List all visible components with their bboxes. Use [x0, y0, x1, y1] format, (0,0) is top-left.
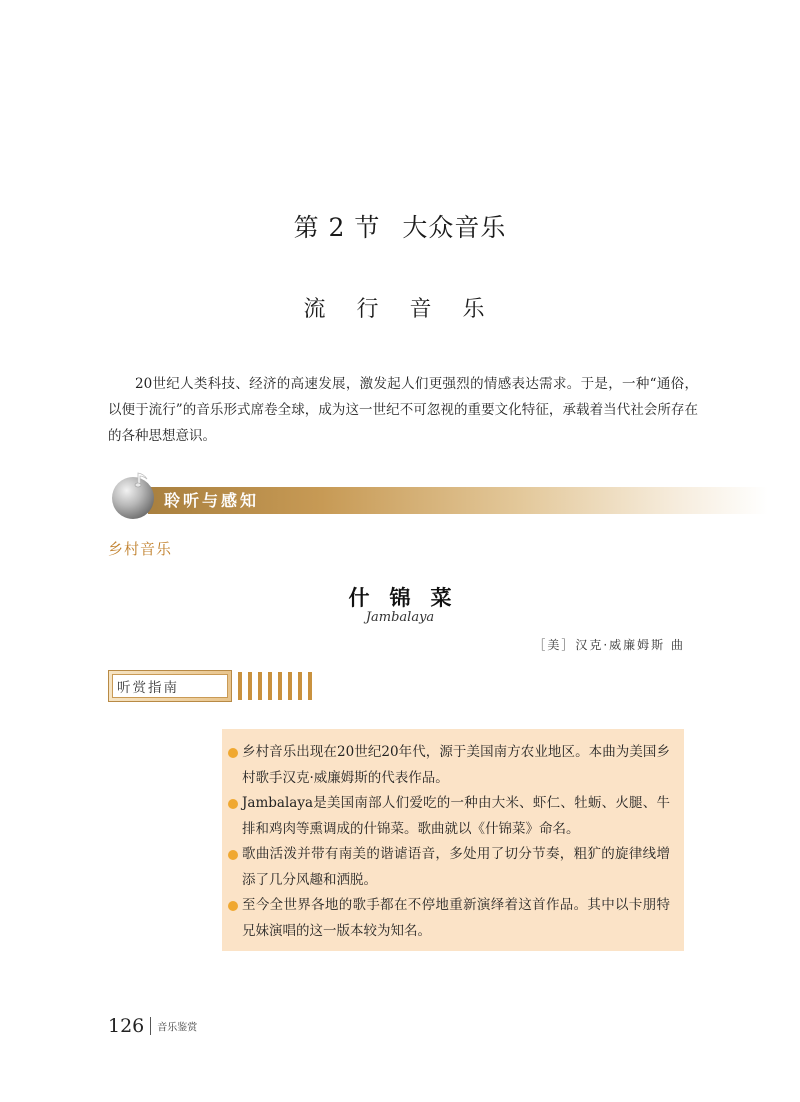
- bullet-icon: [228, 850, 238, 860]
- section-number: 第 2 节: [293, 213, 381, 242]
- stripe: [308, 672, 312, 700]
- topic-title: 流 行 音 乐: [303, 297, 497, 322]
- stripe: [238, 672, 242, 700]
- stripe: [258, 672, 262, 700]
- song-title: 什锦菜: [348, 585, 472, 610]
- guide-stripes: [238, 672, 318, 700]
- bullet-icon: [228, 799, 238, 809]
- listen-banner: [108, 470, 768, 520]
- book-title: 音乐鉴赏: [157, 1022, 198, 1034]
- composer-credit: ［美］汉克·威廉姆斯 曲: [533, 638, 685, 652]
- note-item: [228, 791, 670, 842]
- note-item: [228, 893, 670, 944]
- guide-box: [108, 670, 232, 702]
- note-text: 歌曲活泼并带有南美的谐谑语音，多处用了切分节奏，粗犷的旋律线增添了几分风趣和洒脱。: [242, 846, 670, 888]
- stripe: [278, 672, 282, 700]
- section-title: [0, 208, 800, 244]
- note-item: [228, 740, 670, 791]
- section-name: 大众音乐: [402, 213, 507, 242]
- guide-text: 听赏指南: [117, 680, 179, 696]
- info-box: [222, 729, 684, 951]
- note-text: 至今全世界各地的歌手都在不停地重新演绎着这首作品。其中以卡朋特兄妹演唱的这一版本较为知名。: [242, 897, 670, 939]
- footer-divider: [150, 1017, 151, 1035]
- note-text: 乡村音乐出现在20世纪20年代，源于美国南方农业地区。本曲为美国乡村歌手汉克·威廉姆斯的代表作品。: [242, 744, 670, 786]
- banner-label: 聆听与感知: [164, 491, 260, 510]
- notes-list: [222, 729, 684, 944]
- stripe: [248, 672, 252, 700]
- page-footer: [108, 1015, 197, 1039]
- listening-guide-label: [108, 670, 328, 702]
- note-item: [228, 842, 670, 893]
- bullet-icon: [228, 748, 238, 758]
- intro-paragraph: 20世纪人类科技、经济的高速发展，激发起人们更强烈的情感表达需求。于是，一种“通俗，以便于流行”的音乐形式席卷全球，成为这一世纪不可忽视的重要文化特征，承载着当代社会所存在的各种思想意识。: [108, 376, 698, 444]
- genre-heading: 乡村音乐: [108, 540, 173, 558]
- song-subtitle: Jambalaya: [365, 610, 435, 625]
- note-text: Jambalaya是美国南部人们爱吃的一种由大米、虾仁、牡蛎、火腿、牛排和鸡肉等熏调成的什锦菜。歌曲就以《什锦菜》命名。: [242, 795, 670, 837]
- stripe: [288, 672, 292, 700]
- stripe: [268, 672, 272, 700]
- page-number: 126: [108, 1015, 145, 1037]
- stripe: [298, 672, 302, 700]
- bullet-icon: [228, 901, 238, 911]
- music-note-icon: [132, 470, 152, 490]
